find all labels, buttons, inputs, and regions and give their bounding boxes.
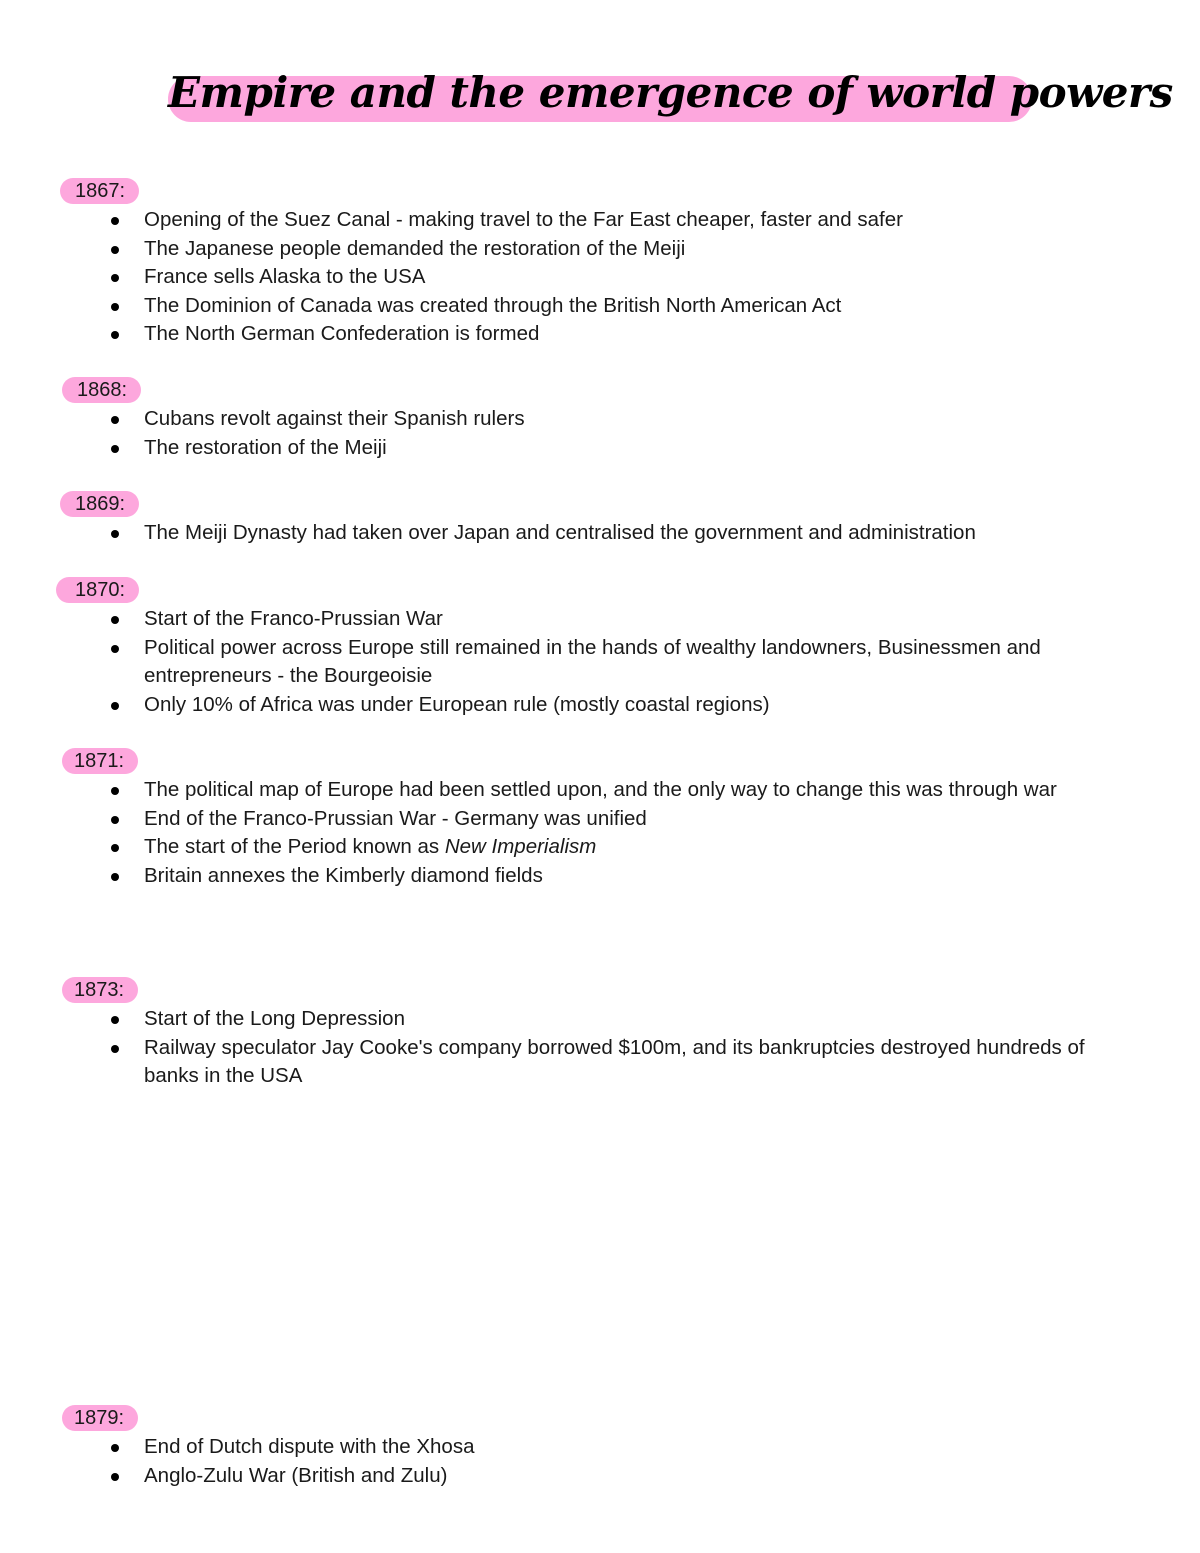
- bullet-icon: [111, 303, 119, 311]
- event-text: Britain annexes the Kimberly diamond fields: [144, 863, 543, 887]
- italic-term: New Imperialism: [444, 835, 597, 858]
- event-text: Anglo-Zulu War (British and Zulu): [144, 1463, 448, 1487]
- event-list: [0, 206, 1119, 349]
- event-text: The restoration of the Meiji: [144, 435, 387, 459]
- event-text: France sells Alaska to the USA: [144, 265, 426, 288]
- list-item: [0, 1433, 1119, 1462]
- page-title: Empire and the emergence of world powers: [168, 68, 1173, 117]
- list-item: [0, 434, 1119, 463]
- bullet-icon: [111, 787, 119, 795]
- list-item: [0, 519, 1119, 548]
- event-text: Railway speculator Jay Cooke's company borrowed $100m, and its bankruptcies destroyed hundreds of banks in the USA: [144, 1035, 1085, 1087]
- list-item: [0, 833, 1119, 862]
- event-list: [0, 405, 1119, 462]
- bullet-icon: [111, 1473, 119, 1481]
- bullet-icon: [111, 1444, 119, 1452]
- list-item: [0, 263, 1119, 292]
- bullet-icon: [111, 416, 119, 424]
- event-text: The Japanese people demanded the restoration of the Meiji: [144, 236, 686, 260]
- bullet-icon: [111, 844, 119, 852]
- year-badge: 1871:: [62, 748, 138, 774]
- event-text: Political power across Europe still remained in the hands of wealthy landowners, Businessmen and entrepreneurs - the Bourgeoisie: [144, 635, 1041, 687]
- list-item: [0, 1005, 1119, 1034]
- year-badge: 1873:: [62, 977, 138, 1003]
- list-item: [0, 235, 1119, 264]
- bullet-icon: [111, 616, 119, 624]
- bullet-icon: [111, 246, 119, 254]
- event-text: The start of the Period known as: [144, 835, 445, 858]
- year-badge: 1870:: [56, 577, 139, 603]
- event-text: Opening of the Suez Canal - making travel to the Far East cheaper, faster and safer: [144, 208, 903, 231]
- event-text: The Meiji Dynasty had taken over Japan and centralised the government and administration: [144, 521, 976, 544]
- list-item: [0, 805, 1119, 834]
- event-list: [0, 605, 1119, 719]
- event-text: End of Dutch dispute with the Xhosa: [144, 1435, 475, 1458]
- list-item: [0, 405, 1119, 434]
- bullet-icon: [111, 873, 119, 881]
- list-item: [0, 691, 1119, 720]
- bullet-icon: [111, 274, 119, 282]
- list-item: [0, 1462, 1119, 1491]
- event-text: The Dominion of Canada was created through the British North American Act: [144, 293, 842, 317]
- event-text: Start of the Long Depression: [144, 1007, 405, 1030]
- bullet-icon: [111, 445, 119, 453]
- event-text: Start of the Franco-Prussian War: [144, 607, 443, 630]
- event-list: [0, 519, 1119, 548]
- bullet-icon: [111, 1045, 119, 1053]
- event-text: End of the Franco-Prussian War - Germany was unified: [144, 806, 647, 830]
- event-list: [0, 1433, 1119, 1490]
- event-text: The political map of Europe had been settled upon, and the only way to change this was through war: [144, 778, 1057, 801]
- bullet-icon: [111, 645, 119, 653]
- event-list: [0, 1005, 1119, 1091]
- year-badge: 1869:: [60, 491, 139, 517]
- year-badge: 1868:: [62, 377, 141, 403]
- list-item: [0, 862, 1119, 891]
- event-list: [0, 776, 1119, 890]
- event-text: The North German Confederation is formed: [144, 322, 540, 345]
- list-item: [0, 320, 1119, 349]
- list-item: [0, 776, 1119, 805]
- bullet-icon: [111, 217, 119, 225]
- event-text: Only 10% of Africa was under European rule (mostly coastal regions): [144, 692, 770, 716]
- event-text: Cubans revolt against their Spanish rulers: [144, 407, 525, 430]
- year-badge: 1879:: [62, 1405, 138, 1431]
- bullet-icon: [111, 1016, 119, 1024]
- bullet-icon: [111, 331, 119, 339]
- bullet-icon: [111, 530, 119, 538]
- list-item: [0, 206, 1119, 235]
- list-item: [0, 605, 1119, 634]
- bullet-icon: [111, 702, 119, 710]
- list-item: [0, 634, 1119, 691]
- year-badge: 1867:: [60, 178, 139, 204]
- list-item: [0, 292, 1119, 321]
- bullet-icon: [111, 816, 119, 824]
- list-item: [0, 1034, 1119, 1091]
